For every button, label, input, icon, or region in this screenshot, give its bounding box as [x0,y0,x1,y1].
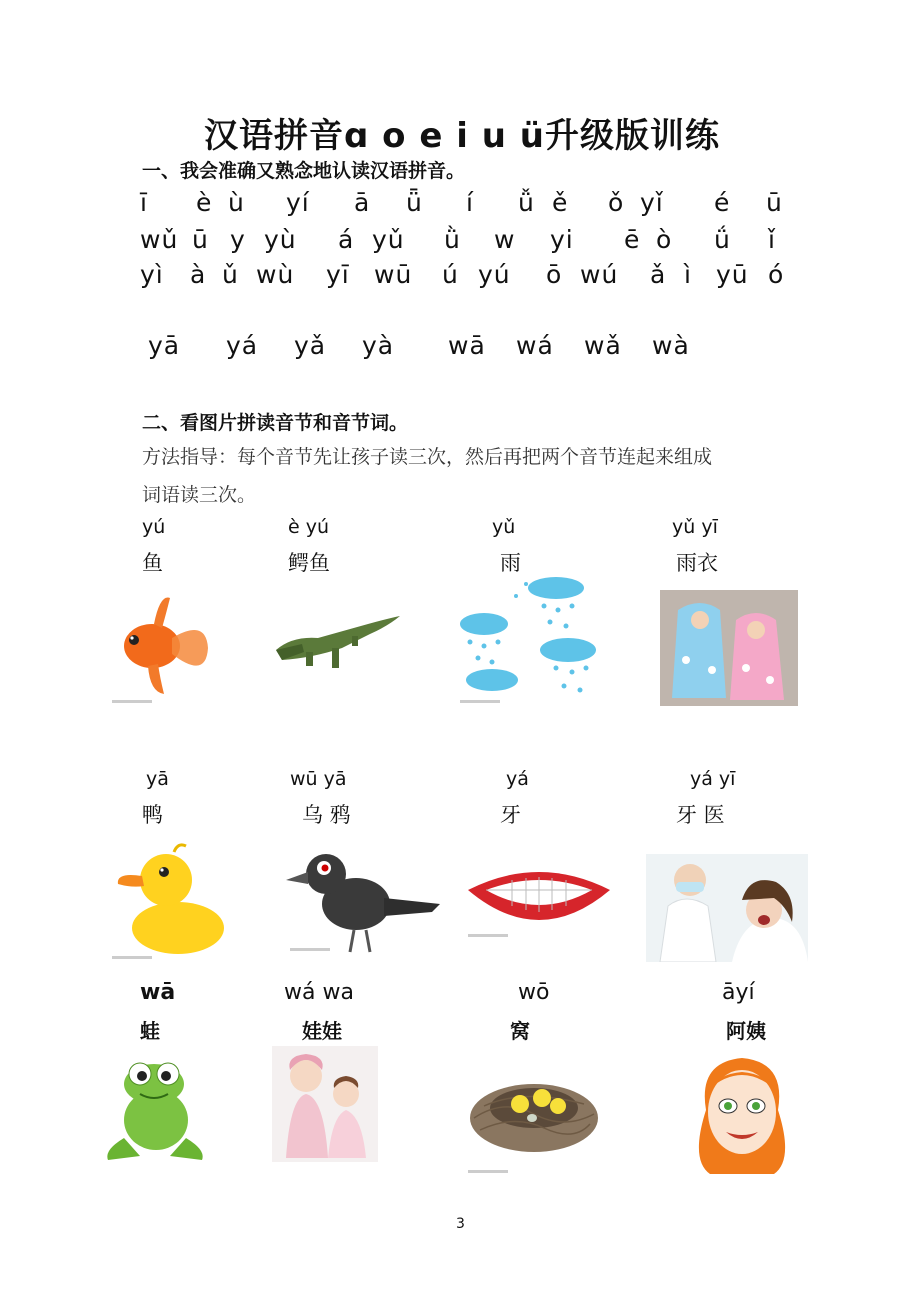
item-hanzi: 牙 医 [676,803,725,827]
pinyin-syllable: ū [766,188,783,217]
crocodile-picture [272,600,404,676]
item-hanzi: 鸭 [142,803,163,827]
item-pinyin: wá wa [284,980,354,1005]
item-pinyin: yǔ yī [672,516,718,538]
pinyin-syllable: ǒ [608,188,625,217]
pinyin-syllable: ō [546,260,563,289]
pinyin-syllable: wà [652,331,690,360]
pinyin-syllable: ǎ [650,260,667,289]
pinyin-syllable: yā [148,331,181,360]
pinyin-syllable: ò [656,225,673,254]
pinyin-syllable: w [494,225,516,254]
pinyin-syllable: wǔ [140,225,179,254]
pinyin-syllable: ó [768,260,785,289]
pinyin-syllable: ǜ [444,225,461,254]
rain-clouds-picture [456,576,608,706]
item-pinyin: yā [146,768,169,790]
pinyin-syllable: è [196,188,213,217]
pinyin-syllable: yà [362,331,395,360]
item-hanzi: 窝 [510,1019,530,1043]
pinyin-syllable: wá [516,331,554,360]
instruction-line-2: 词语读三次。 [142,484,257,506]
pinyin-syllable: yǎ [294,331,327,360]
pinyin-syllable: wù [256,260,295,289]
pinyin-syllable: wū [374,260,413,289]
item-pinyin: yǔ [492,516,516,538]
item-pinyin: yá yī [690,768,736,790]
pinyin-syllable: yù [264,225,297,254]
pinyin-syllable: á [338,225,355,254]
pinyin-syllable: í [466,188,474,217]
item-hanzi: 娃娃 [302,1019,342,1043]
pinyin-syllable: ě [552,188,569,217]
page-number: 3 [456,1216,465,1232]
pinyin-syllable: ǐ [768,225,776,254]
pinyin-syllable: yì [140,260,164,289]
pinyin-row-3 [0,260,924,294]
pinyin-syllable: yá [226,331,259,360]
pinyin-syllable: ē [624,225,641,254]
crow-picture [284,846,442,958]
instruction-line-1: 方法指导：每个音节先让孩子读三次，然后再把两个音节连起来组成 [142,446,713,468]
pinyin-syllable: ǖ [406,188,423,217]
item-hanzi: 鱼 [142,551,163,575]
item-hanzi: 雨 [500,551,521,575]
item-hanzi: 鳄鱼 [288,551,330,575]
frog-picture [100,1050,210,1166]
nest-picture [464,1058,604,1178]
teeth-picture [464,860,614,942]
auntie-face-picture [686,1050,798,1178]
pinyin-syllable: wā [448,331,486,360]
pinyin-syllable: wǎ [584,331,622,360]
pinyin-syllable: yú [478,260,511,289]
page-title: 汉语拼音ɑ o e i u ü升级版训练 [203,116,720,156]
item-hanzi: 阿姨 [726,1019,766,1043]
pinyin-syllable: yī [326,260,350,289]
pinyin-syllable: yi [550,225,574,254]
item-hanzi: 乌 鸦 [302,803,351,827]
goldfish-picture [110,588,214,708]
pinyin-syllable: yǔ [372,225,405,254]
item-hanzi: 蛙 [140,1019,160,1043]
item-pinyin: wō [518,980,550,1005]
pinyin-syllable: ú [442,260,459,289]
pinyin-syllable: ǘ [714,225,731,254]
item-pinyin: wū yā [290,768,347,790]
pinyin-syllable: à [190,260,207,289]
pinyin-syllable: ī [140,188,148,217]
item-pinyin: āyí [722,980,755,1005]
dentist-picture [646,854,808,962]
item-pinyin: wā [140,980,176,1005]
item-hanzi: 雨衣 [676,551,718,575]
pinyin-syllable: ā [354,188,371,217]
pinyin-row-4 [0,331,924,365]
raincoat-children-picture [660,590,798,706]
dolls-picture [272,1046,378,1162]
pinyin-syllable: ǚ [518,188,535,217]
pinyin-syllable: yū [716,260,749,289]
pinyin-row-1 [0,188,924,222]
item-hanzi: 牙 [500,803,521,827]
pinyin-syllable: ǔ [222,260,239,289]
item-pinyin: è yú [288,516,330,538]
section2-heading: 二、看图片拼读音节和音节词。 [142,412,409,434]
pinyin-syllable: wú [580,260,619,289]
item-pinyin: yá [506,768,529,790]
item-pinyin: yú [142,516,166,538]
pinyin-row-2 [0,225,924,259]
pinyin-syllable: ù [228,188,245,217]
pinyin-syllable: é [714,188,731,217]
duck-picture [112,840,230,962]
pinyin-syllable: ì [684,260,692,289]
pinyin-syllable: yí [286,188,310,217]
pinyin-syllable: ū [192,225,209,254]
pinyin-syllable: yǐ [640,188,664,217]
section1-heading: 一、我会准确又熟念地认读汉语拼音。 [142,160,466,182]
pinyin-syllable: y [230,225,246,254]
